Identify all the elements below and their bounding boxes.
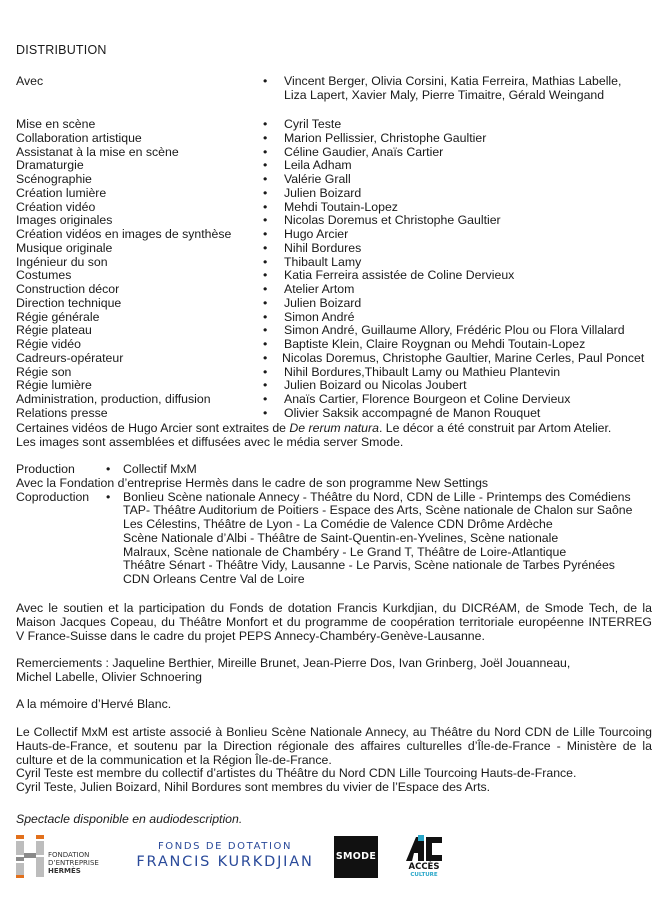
crew-names: Katia Ferreira assistée de Coline Dervieux [284, 268, 515, 283]
crew-role: Création lumière [16, 185, 107, 200]
coproduction-label: Coproduction [16, 489, 90, 504]
crew-names: Valérie Grall [284, 172, 351, 186]
crew-row [16, 311, 652, 325]
crew-row [16, 256, 652, 270]
crew-row [16, 283, 652, 297]
crew-role: Images originales [16, 213, 113, 228]
crew-row [16, 228, 652, 242]
acces-culture-icon [402, 833, 446, 863]
crew-names: Julien Boizard [284, 295, 362, 310]
collective-paragraph [16, 726, 652, 795]
crew-role: Dramaturgie [16, 158, 84, 173]
crew-bullet: • [263, 268, 268, 283]
coproduction-bullet: • [106, 489, 111, 504]
decor-line [16, 422, 652, 436]
collective-line: Cyril Teste, Julien Boizard, Nihil Bordures sont membres du vivier de l’Espace des Arts. [16, 780, 491, 794]
fonds-top-text: FONDS DE DOTATION [157, 841, 293, 852]
crew-names: Nicolas Doremus et Christophe Gaultier [284, 213, 501, 228]
crew-row [16, 324, 652, 338]
crew-names: Céline Gaudier, Anaïs Cartier [284, 144, 444, 159]
thanks-paragraph [16, 657, 652, 685]
crew-bullet: • [263, 199, 268, 214]
crew-role: Construction décor [16, 282, 120, 296]
crew-role: Régie lumière [16, 378, 92, 393]
memorial-paragraph: A la mémoire d’Hervé Blanc. [16, 697, 172, 711]
crew-role: Création vidéos en images de synthèse [16, 227, 232, 241]
crew-names: Baptiste Klein, Claire Roygnan ou Mehdi Toutain-Lopez [284, 337, 586, 351]
crew-names: Mehdi Toutain-Lopez [284, 199, 398, 214]
support-paragraph [16, 602, 652, 643]
coproduction-line: Théâtre Sénart - Théâtre Vidy, Lausanne - Le Parvis, Scène nationale de Tarbes Pyrénées [123, 558, 615, 573]
work-title: De rerum natura [289, 421, 379, 435]
crew-bullet: • [263, 309, 268, 324]
hermes-foundation-logo [16, 833, 116, 881]
production-block [16, 463, 652, 587]
crew-row [16, 214, 652, 228]
section-heading: DISTRIBUTION [16, 43, 107, 57]
fondation-text: Avec la Fondation d’entreprise Hermès dans le cadre de son programme New Settings [16, 475, 489, 490]
hermes-line: D’ENTREPRISE [48, 859, 99, 867]
crew-role: Assistanat à la mise en scène [16, 144, 179, 159]
crew-bullet: • [263, 254, 268, 269]
crew-bullet: • [263, 227, 268, 241]
coproduction-line: Les Célestins, Théâtre de Lyon - La Comédie de Valence CDN Drôme Ardèche [123, 517, 553, 531]
coproduction-line: Scène Nationale d’Albi - Théâtre de Saint-Quentin-en-Yvelines, Scène nationale [123, 530, 559, 545]
crew-names: Nicolas Doremus, Christophe Gaultier, Marine Cerles, Paul Poncet [282, 350, 645, 365]
crew-bullet: • [263, 392, 268, 406]
crew-row [16, 407, 652, 421]
support-line: Maison Jacques Copeau, du Théâtre Monfort et du programme de coopération territoriale européenne INTERREG [16, 614, 652, 629]
crew-row [16, 201, 652, 215]
cast-names-line: Liza Lapert, Xavier Maly, Pierre Timaitre, Gérald Weingand [284, 87, 605, 102]
crew-row [16, 159, 652, 173]
crew-role: Régie plateau [16, 323, 92, 338]
crew-names: Marion Pellissier, Christophe Gaultier [284, 130, 487, 145]
crew-row [16, 132, 652, 146]
crew-bullet: • [263, 117, 268, 131]
production-bullet: • [106, 462, 111, 476]
crew-row [16, 146, 652, 160]
crew-row [16, 269, 652, 283]
hermes-line: HERMÈS [48, 867, 81, 875]
coproduction-list [123, 491, 650, 587]
acces-text: ACCÈS [408, 862, 440, 872]
acces-subtext: CULTURE [410, 872, 438, 878]
collective-line: Hauts-de-France, et soutenu par la Direction régionale des affaires culturelles d’Île-de-France - Ministère de la [16, 738, 652, 753]
production-text: Collectif MxM [123, 462, 197, 476]
crew-role: Régie son [16, 364, 72, 379]
fondation-row [16, 477, 652, 491]
crew-names: Leila Adham [284, 158, 352, 173]
crew-bullet: • [263, 144, 268, 159]
crew-bullet: • [263, 350, 268, 365]
crew-names: Nihil Bordures [284, 240, 362, 255]
crew-row [16, 242, 652, 256]
crew-names: Hugo Arcier [284, 227, 349, 241]
crew-row [16, 379, 652, 393]
crew-role: Régie générale [16, 309, 100, 324]
kurkdjian-fund-logo [125, 841, 325, 881]
crew-bullet: • [263, 405, 268, 420]
decor-paragraph [16, 422, 652, 450]
fonds-bottom-text: FRANCIS KURKDJIAN [136, 854, 314, 870]
crew-row [16, 173, 652, 187]
cast-bullet: • [263, 74, 268, 88]
crew-role: Scénographie [16, 172, 92, 186]
crew-role: Cadreurs-opérateur [16, 350, 124, 365]
crew-bullet: • [263, 240, 268, 255]
collective-line: Le Collectif MxM est artiste associé à Bonlieu Scène Nationale Annecy, au Théâtre du Nord CDN de Lille Tourcoing [16, 725, 652, 739]
collective-line: culture et de la communication et la Région Île-de-France. [16, 752, 332, 767]
crew-names: Olivier Saksik accompagné de Manon Rouquet [284, 405, 541, 420]
crew-role: Collaboration artistique [16, 130, 142, 145]
decor-text: . Le décor a été construit par Artom Atelier. [378, 421, 612, 435]
crew-bullet: • [263, 213, 268, 228]
crew-names: Julien Boizard [284, 185, 362, 200]
crew-role: Administration, production, diffusion [16, 392, 211, 406]
crew-bullet: • [263, 337, 268, 351]
hermes-h-icon [16, 833, 44, 879]
crew-bullet: • [263, 378, 268, 393]
crew-names: Anaïs Cartier, Florence Bourgeon et Coline Dervieux [284, 392, 571, 406]
crew-row [16, 338, 652, 352]
decor-line: Les images sont assemblées et diffusées avec le média server Smode. [16, 434, 404, 449]
crew-names: Simon André, Guillaume Allory, Frédéric Plou ou Flora Villalard [284, 323, 625, 338]
crew-role: Création vidéo [16, 199, 96, 214]
crew-bullet: • [263, 282, 268, 296]
coproduction-row [16, 491, 652, 587]
audiodescription-note: Spectacle disponible en audiodescription. [16, 812, 243, 826]
crew-bullet: • [263, 172, 268, 186]
crew-row [16, 352, 652, 366]
thanks-line: Michel Labelle, Olivier Schnoering [16, 669, 202, 684]
coproduction-line: CDN Orleans Centre Val de Loire [123, 572, 305, 586]
cast-names [284, 75, 654, 103]
crew-row [16, 118, 652, 132]
crew-role: Mise en scène [16, 117, 96, 131]
production-label: Production [16, 462, 75, 476]
hermes-text [48, 851, 99, 875]
crew-role: Costumes [16, 268, 72, 283]
smode-logo: SMODE [334, 836, 378, 878]
acces-culture-logo [402, 833, 446, 885]
hermes-line: FONDATION [48, 851, 90, 859]
crew-list [16, 118, 652, 421]
crew-role: Musique originale [16, 240, 113, 255]
crew-names: Julien Boizard ou Nicolas Joubert [284, 378, 467, 393]
decor-text: Certaines vidéos de Hugo Arcier sont extraites de [16, 421, 290, 435]
crew-bullet: • [263, 158, 268, 173]
crew-row [16, 366, 652, 380]
crew-row [16, 187, 652, 201]
partner-logos [0, 833, 659, 893]
crew-bullet: • [263, 295, 268, 310]
thanks-line: Remerciements : Jaqueline Berthier, Mireille Brunet, Jean-Pierre Dos, Ivan Grinberg, Joël Jouanneau, [16, 656, 571, 670]
coproduction-line: Malraux, Scène nationale de Chambéry - Le Grand T, Théâtre de Loire-Atlantique [123, 544, 567, 559]
collective-line: Cyril Teste est membre du collectif d’artistes du Théâtre du Nord CDN Lille Tourcoing Hauts-de-France. [16, 766, 577, 781]
cast-names-line: Vincent Berger, Olivia Corsini, Katia Ferreira, Mathias Labelle, [284, 74, 622, 88]
crew-names: Thibault Lamy [284, 254, 362, 269]
crew-bullet: • [263, 185, 268, 200]
crew-bullet: • [263, 364, 268, 379]
coproduction-line: TAP- Théâtre Auditorium de Poitiers - Espace des Arts, Scène nationale de Chalon sur Saône [123, 503, 633, 518]
crew-names: Simon André [284, 309, 355, 324]
crew-row [16, 393, 652, 407]
crew-bullet: • [263, 323, 268, 338]
support-line: V France-Suisse dans le cadre du projet PEPS Annecy-Chambéry-Genève-Lausanne. [16, 628, 485, 643]
crew-role: Régie vidéo [16, 337, 81, 351]
crew-row [16, 297, 652, 311]
crew-role: Direction technique [16, 295, 122, 310]
support-line: Avec le soutien et la participation du Fonds de dotation Francis Kurkdjian, du DICRéAM, de Smode Tech, de la [16, 601, 652, 615]
coproduction-line: Bonlieu Scène nationale Annecy - Théâtre du Nord, CDN de Lille - Printemps des Comédiens [123, 489, 631, 504]
production-row [16, 463, 652, 477]
crew-names: Nihil Bordures,Thibault Lamy ou Mathieu Plantevin [284, 364, 561, 379]
crew-role: Ingénieur du son [16, 254, 108, 269]
crew-names: Cyril Teste [284, 117, 342, 131]
crew-names: Atelier Artom [284, 282, 355, 296]
cast-role-label: Avec [16, 74, 44, 88]
crew-role: Relations presse [16, 405, 108, 420]
crew-bullet: • [263, 130, 268, 145]
